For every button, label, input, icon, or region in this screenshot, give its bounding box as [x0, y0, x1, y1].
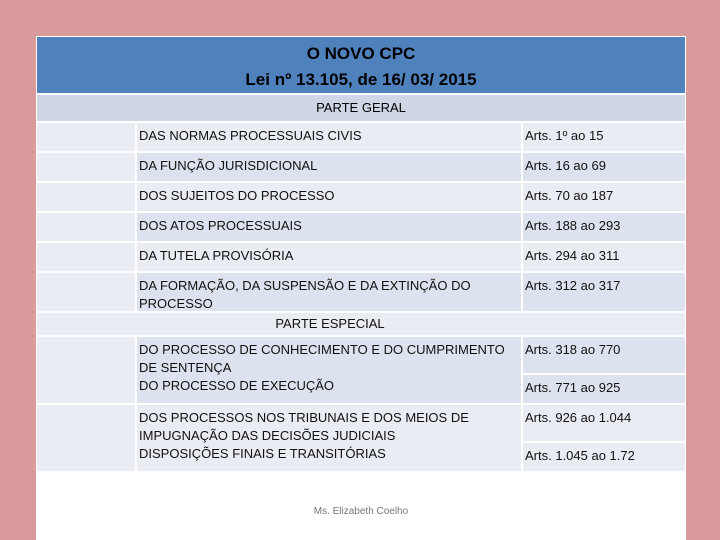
table-row-arts: Arts. 926 ao 1.044 — [522, 404, 686, 442]
table-row-title: DAS NORMAS PROCESSUAIS CIVIS — [136, 122, 522, 152]
table-row-title: DO PROCESSO DE CONHECIMENTO E DO CUMPRIMENTO DE SENTENÇA — [139, 342, 505, 375]
row-spacer — [36, 122, 136, 152]
row-spacer — [36, 242, 136, 272]
table-row-arts: Arts. 312 ao 317 — [522, 272, 686, 312]
table-row-arts: Arts. 771 ao 925 — [522, 374, 686, 404]
row-spacer — [36, 152, 136, 182]
row-spacer — [36, 182, 136, 212]
parte-especial-heading: PARTE ESPECIAL — [275, 316, 385, 331]
table-row-title: DOS SUJEITOS DO PROCESSO — [136, 182, 522, 212]
table-row-title: DA FORMAÇÃO, DA SUSPENSÃO E DA EXTINÇÃO DO PROCESSO — [136, 272, 522, 312]
row-spacer — [36, 272, 136, 312]
table-row-arts: Arts. 70 ao 187 — [522, 182, 686, 212]
row-spacer — [36, 212, 136, 242]
table-row-group — [136, 404, 522, 472]
table-row-arts: Arts. 1º ao 15 — [522, 122, 686, 152]
table-row-group — [136, 336, 522, 404]
table-row-arts: Arts. 318 ao 770 — [522, 336, 686, 374]
row-spacer — [36, 336, 136, 404]
footer-author: Ms. Elizabeth Coelho — [313, 506, 409, 517]
slide-title: O NOVO CPC — [306, 44, 416, 63]
slide-subtitle: Lei nº 13.105, de 16/ 03/ 2015 — [245, 70, 477, 89]
table-row-arts: Arts. 294 ao 311 — [522, 242, 686, 272]
table-row-title: DOS ATOS PROCESSUAIS — [136, 212, 522, 242]
table-row-arts: Arts. 188 ao 293 — [522, 212, 686, 242]
table-row-title: DOS PROCESSOS NOS TRIBUNAIS E DOS MEIOS DE IMPUGNAÇÃO DAS DECISÕES JUDICIAIS — [139, 410, 469, 443]
table-row-title: DISPOSIÇÕES FINAIS E TRANSITÓRIAS — [139, 446, 386, 461]
slide-header — [36, 36, 686, 94]
table-row-arts: Arts. 1.045 ao 1.72 — [522, 442, 686, 472]
parte-especial-heading-row — [36, 312, 686, 336]
table-row-title: DA TUTELA PROVISÓRIA — [136, 242, 522, 272]
table-row-arts: Arts. 16 ao 69 — [522, 152, 686, 182]
table-row-title: DA FUNÇÃO JURISDICIONAL — [136, 152, 522, 182]
row-spacer — [36, 404, 136, 472]
table-row-title: DO PROCESSO DE EXECUÇÃO — [139, 378, 335, 393]
parte-geral-heading: PARTE GERAL — [36, 94, 686, 122]
slide — [36, 36, 686, 540]
